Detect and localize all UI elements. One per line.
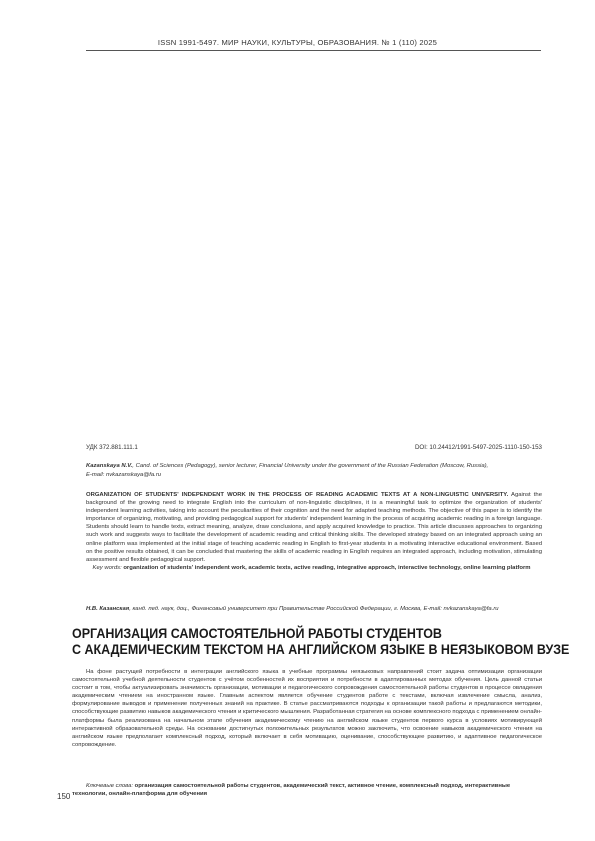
article-meta	[86, 444, 542, 451]
abstract-en	[86, 491, 542, 572]
keywords-list-ru: организация самостоятельной работы студентов, академический текст, активное чтение, комплексный подход, интерактивные технологии, онлайн-платформа для обучения	[72, 783, 511, 798]
title-line-1: ОРГАНИЗАЦИЯ САМОСТОЯТЕЛЬНОЙ РАБОТЫ СТУДЕНТОВ	[72, 626, 442, 642]
title-line-2: С АКАДЕМИЧЕСКИМ ТЕКСТОМ НА АНГЛИЙСКОМ ЯЗЫКЕ В НЕЯЗЫКОВОМ ВУЗЕ	[72, 642, 570, 658]
abstract-body-en: Against the background of the growing need to integrate English into the curriculum of non-linguistic disciplines, it is a meaningful task to optimize the organization of students' independent learning activities, taking into account the peculiarities of their cognition and the need for adapted teaching methods. The objective of this paper is to identify the importance of organizing, motivating, and providing pedagogical support for students' independent learning in the process of acquiring academic reading in a foreign language. Students should learn to handle texts, extract meaning, analyze, draw conclusions, and apply acquired knowledge to practice. This article discusses approaches to organizing such work and suggests ways to facilitate the development of academic reading and critical thinking skills. The developed strategy based on an integrated approach using an online platform was implemented at the initial stage of teaching academic reading in English to first-year students in a motivating interactive educational environment. Based on the positive results obtained, it can be concluded that mastering the skills of academic reading in English requires an integrated approach, including motivation, stimulating assessment and flexible pedagogical support.	[86, 492, 542, 563]
author-name-en: Kazanskaya N.V.	[86, 463, 133, 469]
author-details-ru: , канд. пед. наук, доц., Финансовый университет при Правительстве Российской Федерации, г. Москва, E-mail: nvkazanskaya@fa.ru	[129, 606, 499, 612]
keywords-list-en: organization of students' independent work, academic texts, active reading, integrative approach, interactive technology, online learning platform	[121, 564, 531, 571]
author-info-en	[86, 462, 542, 479]
doi: DOI: 10.24412/1991-5497-2025-1110-150-153	[414, 444, 542, 451]
keywords-label-en: Key words:	[92, 564, 122, 571]
author-info-ru	[86, 605, 542, 613]
article-title-ru	[72, 626, 570, 658]
keywords-ru	[72, 782, 542, 798]
udc-code: УДК 372.881.111.1	[86, 444, 138, 451]
author-name-ru: Н.В. Казанская	[86, 606, 130, 612]
abstract-ru: На фоне растущей потребности в интеграции английского языка в учебные программы неязыковых направлений стоит задача оптимизации организации самостоятельной учебной деятельности студентов с учётом особенностей их восприятия и потребности в адаптированных методах обучения. Цель данной статьи состоит в том, чтобы актуализировать значимость организации, мотивации и педагогического сопровождения самостоятельной работы студентов в процессе овладения академическим чтением на иностранном языке. Главным аспектом является обучение студентов работе с текстами, включая извлечение смысла, анализ, формулирование выводов и применение полученных знаний на практике. В статье рассматриваются подходы к организации такой работы и предлагаются методики, способствующие развитию навыков академического чтения и критического мышления. Разработанная стратегия на основе комплексного подхода с применением онлайн-платформы была реализована на начальном этапе обучения академическому чтению на английском языке студентов первого курса в условиях мотивирующей интерактивной образовательной среды. На основании достигнутых положительных результатов можно заключить, что освоение навыков академического чтения на английском языке предполагает комплексный подход, который включает в себя мотивацию, оценивание, способствующее развитию, и адаптивное педагогическое сопровождение.	[72, 669, 542, 748]
abstract-title-en: ORGANIZATION OF STUDENTS' INDEPENDENT WORK IN THE PROCESS OF READING ACADEMIC TEXTS AT A NON-LINGUISTIC UNIVERSITY.	[86, 492, 509, 498]
author-details-en: , Cand. of Sciences (Pedagogy), senior lecturer, Financial University under the government of the Russian Federation (Moscow, Russia),	[132, 463, 489, 469]
header-rule	[86, 50, 541, 51]
keywords-en	[86, 564, 542, 572]
author-email-en: E-mail: nvkazanskaya@fa.ru	[86, 471, 162, 478]
keywords-label-ru: Ключевые слова:	[86, 783, 134, 789]
journal-header: ISSN 1991-5497. МИР НАУКИ, КУЛЬТУРЫ, ОБРАЗОВАНИЯ. № 1 (110) 2025	[157, 38, 438, 47]
page-number: 150	[57, 792, 71, 801]
